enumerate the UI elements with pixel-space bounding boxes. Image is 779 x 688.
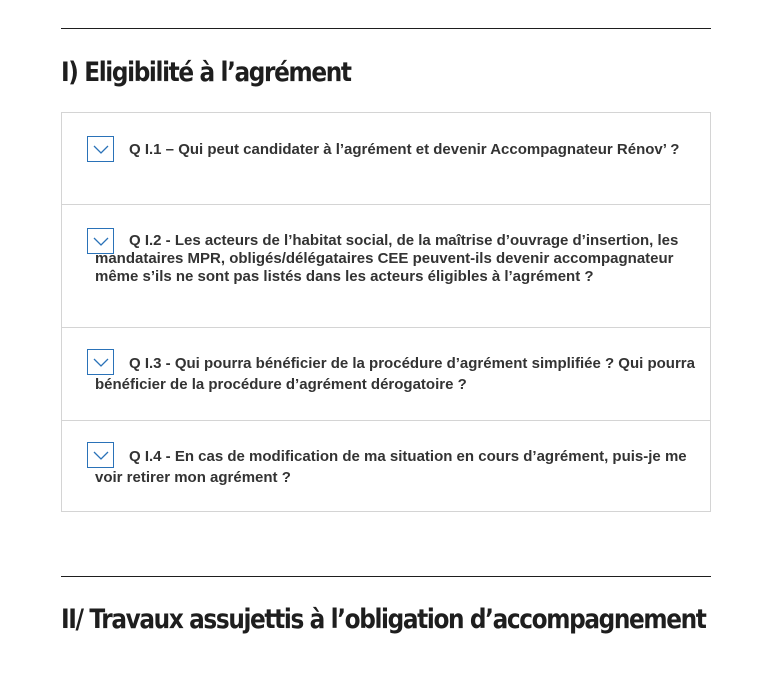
faq-item-q3[interactable] <box>62 327 710 421</box>
faq-accordion <box>61 112 711 512</box>
section-divider <box>61 576 711 577</box>
section-eligibilite <box>61 28 711 90</box>
faq-item-q2[interactable] <box>62 204 710 328</box>
section-title: II/ Travaux assujettis à l’obligation d’accompagnement <box>61 604 706 635</box>
faq-question[interactable]: Q I.3 - Qui pourra bénéficier de la procédure d’agrément simplifiée ? Qui pourra bénéficier de la procédure d’agrément dérogatoire ? <box>95 355 695 393</box>
faq-item-q1[interactable] <box>62 113 710 204</box>
faq-item-q4[interactable] <box>62 420 710 512</box>
section-travaux <box>61 576 711 637</box>
section-divider <box>61 28 711 29</box>
faq-question[interactable]: Q I.2 - Les acteurs de l’habitat social, de la maîtrise d’ouvrage d’insertion, les mandataires MPR, obligés/délégataires CEE peuvent-ils devenir accompagnateur même s’ils ne sont pas listés dans les acteurs éligibles à l’agrément ? <box>95 232 679 285</box>
faq-question[interactable]: Q I.1 – Qui peut candidater à l’agrément et devenir Accompagnateur Rénov’ ? <box>129 141 680 158</box>
section-title: I) Eligibilité à l’agrément <box>61 57 351 88</box>
faq-question[interactable]: Q I.4 - En cas de modification de ma situation en cours d’agrément, puis-je me voir retirer mon agrément ? <box>95 448 687 486</box>
